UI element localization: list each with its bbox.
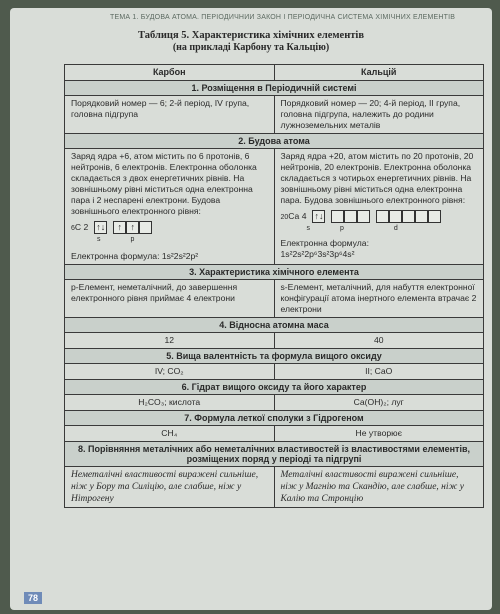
orbital-box: ↑ [126, 221, 139, 234]
section-header-row [64, 442, 484, 467]
table-row [64, 467, 484, 508]
calcium-position: Порядковий номер — 20; 4-й період, II група, головна підгрупа, належить до родини лужноземельних металів [274, 96, 484, 133]
table-row [64, 96, 484, 134]
table-row [64, 395, 484, 411]
section-1-title: 1. Розміщення в Періодичній системі [65, 81, 483, 95]
orbital-box: ↑ [113, 221, 126, 234]
carbon-electron-formula: Електронна формула: 1s²2s²2p² [71, 251, 199, 261]
calcium-valence-oxide: II; CaO [274, 364, 484, 379]
carbon-p-orbitals [113, 221, 152, 234]
calcium-electron-formula: 1s²2s²2p⁶3s²3p⁶4s² [280, 249, 355, 259]
carbon-s-orbital [94, 221, 107, 234]
carbon-characteristic: p-Елемент, неметалічний, до завершення електронного рівня приймає 4 електрони [71, 282, 238, 303]
calcium-hydrate: Ca(OH)₂; луг [274, 395, 484, 410]
orbital-box [357, 210, 370, 223]
column-header-calcium: Кальцій [274, 65, 484, 80]
section-header-row [64, 411, 484, 426]
orbital-box [428, 210, 441, 223]
calcium-hydrogen-compound: Не утворює [274, 426, 484, 441]
orbital-box [139, 221, 152, 234]
table-caption [10, 30, 492, 54]
section-8-title: 8. Порівняння металічних або неметалічних властивостей із властивостями елементів, розміщених поряд у періоді та підгрупі [65, 442, 483, 466]
carbon-orbital-labels: s p [97, 236, 135, 243]
table-row [64, 280, 484, 318]
section-header-row [64, 380, 484, 395]
carbon-structure-text: Заряд ядра +6, атом містить по 6 протонів, 6 нейтронів, 6 електронів. Електронна оболонка складається з двох енергетичних рівнів. На зовнішньому рівні міститься одна електронна пара і 2 неспарені електрони. Будова зовнішнього електронного рівня: [71, 151, 257, 216]
table-row [64, 333, 484, 349]
section-header-row [64, 265, 484, 280]
calcium-atomic-mass: 40 [274, 333, 484, 348]
carbon-comparison: Неметалічні властивості виражені сильніше, ніж у Бору та Силіцію, але слабше, ніж у Нітрогену [71, 470, 259, 504]
orbital-box [344, 210, 357, 223]
calcium-p-orbitals [331, 210, 370, 223]
section-header-row [64, 349, 484, 364]
orbital-box [389, 210, 402, 223]
column-header-carbon: Карбон [152, 67, 186, 77]
table-row [64, 364, 484, 380]
section-2-title: 2. Будова атома [65, 134, 483, 148]
carbon-hydrogen-compound: CH₄ [161, 428, 178, 438]
caption-subtitle: (на прикладі Карбону та Кальцію) [172, 42, 330, 53]
section-6-title: 6. Гідрат вищого оксиду та його характер [65, 380, 483, 394]
caption-title: Таблиця 5. Характеристика хімічних елементів [137, 30, 365, 41]
orbital-box [415, 210, 428, 223]
section-7-title: 7. Формула леткої сполуки з Гідрогеном [65, 411, 483, 425]
calcium-d-orbitals [376, 210, 441, 223]
orbital-box [376, 210, 389, 223]
calcium-orbital-diagram [281, 210, 478, 223]
carbon-structure-cell [65, 149, 274, 264]
calcium-element-notation: 20Ca 4 [280, 210, 307, 221]
section-3-title: 3. Характеристика хімічного елемента [65, 265, 483, 279]
table-row [64, 426, 484, 442]
section-5-title: 5. Вища валентність та формула вищого оксиду [65, 349, 483, 363]
orbital-box [331, 210, 344, 223]
calcium-s-orbital [312, 210, 325, 223]
carbon-element-notation: 6C 2 [71, 221, 89, 232]
orbital-box: ↑↓ [96, 222, 106, 232]
calcium-characteristic: s-Елемент, металічний, для набуття електронної конфігурації атома інертного елемента втрачає 2 електрони [274, 280, 484, 317]
carbon-hydrate: H₂CO₃; кислота [138, 397, 201, 407]
calcium-structure-cell [274, 149, 484, 264]
calcium-comparison: Металічні властивості виражені сильніше, ніж у Магнію та Скандію, але слабше, ніж у Калію та Стронцію [274, 467, 484, 507]
characteristics-table [64, 64, 484, 508]
running-header: ТЕМА 1. БУДОВА АТОМА. ПЕРІОДИЧНИЙ ЗАКОН І ПЕРІОДИЧНА СИСТЕМА ХІМІЧНИХ ЕЛЕМЕНТІВ [110, 14, 456, 21]
column-header-row [64, 64, 484, 81]
carbon-atomic-mass: 12 [164, 335, 175, 345]
section-header-row [64, 81, 484, 96]
calcium-structure-text: Заряд ядра +20, атом містить по 20 протонів, 20 нейтронів, 20 електронів. Електронна оболонка складається з чотирьох енергетичних рівнів. На зовнішньому рівні міститься одна електронна пара. Будова зовнішнього електронного рівня: [280, 151, 474, 205]
textbook-page [10, 8, 492, 610]
calcium-electron-formula-label: Електронна формула: [280, 238, 369, 248]
calcium-orbital-labels: s p d [306, 225, 398, 232]
orbital-box: ↑↓ [314, 211, 324, 221]
orbital-box [402, 210, 415, 223]
carbon-orbital-diagram [71, 221, 268, 234]
section-4-title: 4. Відносна атомна маса [65, 318, 483, 332]
section-header-row [64, 134, 484, 149]
section-header-row [64, 318, 484, 333]
carbon-valence-oxide: IV; CO₂ [154, 366, 184, 376]
table-row [64, 149, 484, 265]
page-number: 78 [24, 592, 42, 604]
carbon-position: Порядковий номер — 6; 2-й період, IV група, головна підгрупа [71, 98, 250, 119]
